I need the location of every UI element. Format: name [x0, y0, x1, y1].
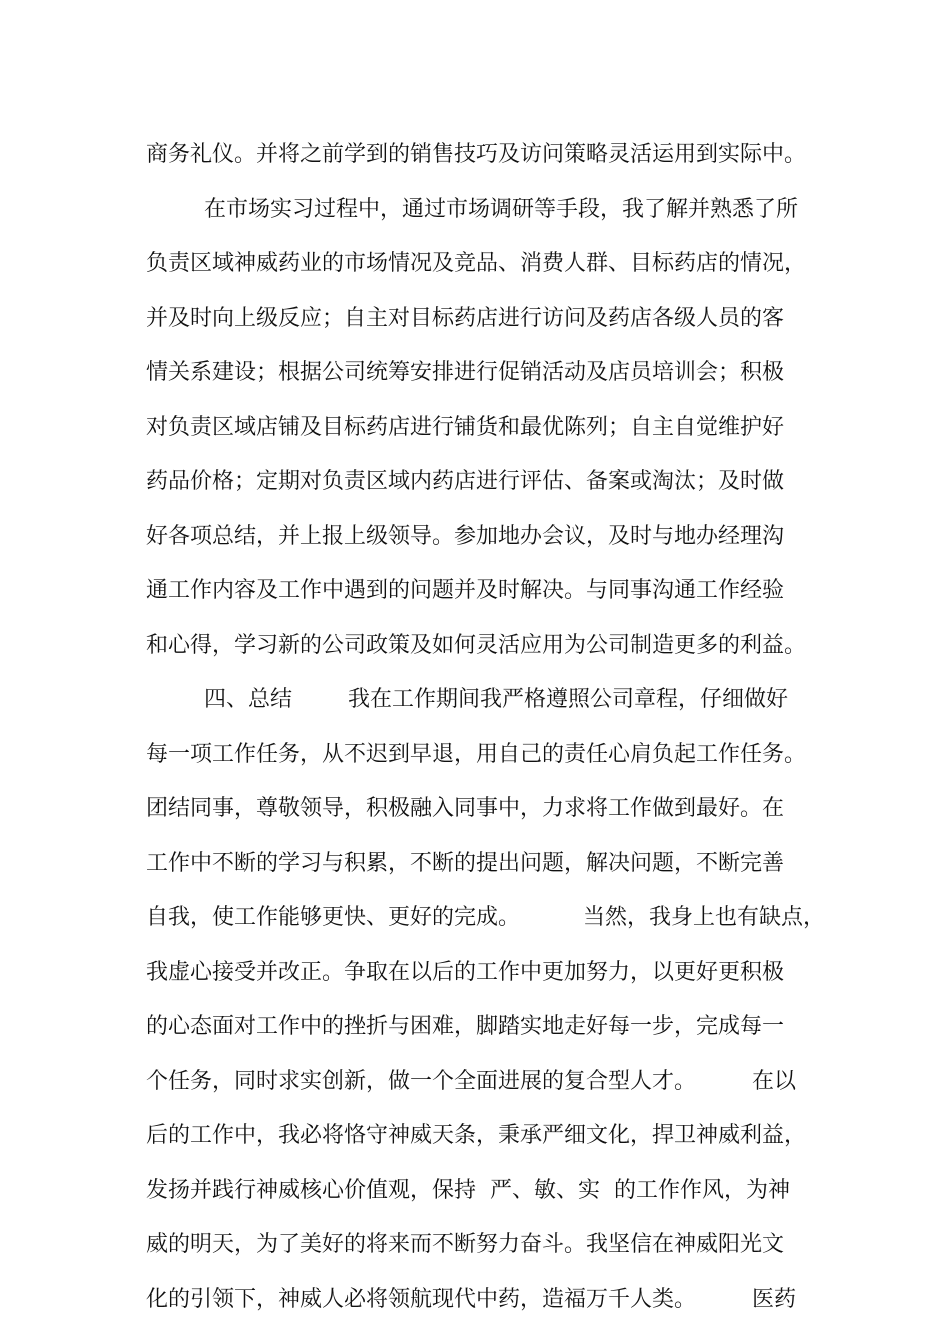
text-line: 团结同事，尊敬领导，积极融入同事中，力求将工作做到最好。在 — [146, 796, 785, 821]
text-line: 负责区域神威药业的市场情况及竞品、消费人群、目标药店的情况， — [146, 251, 807, 276]
text-line: 情关系建设；根据公司统筹安排进行促销活动及店员培训会；积极 — [146, 360, 785, 385]
text-line: 个任务，同时求实创新，做一个全面进展的复合型人才。 在以 — [146, 1068, 796, 1094]
text-line: 的心态面对工作中的挫折与困难，脚踏实地走好每一步，完成每一 — [146, 1014, 785, 1039]
text-line: 发扬并践行神威核心价值观，保持 严、敏、实 的工作作风，为神 — [146, 1177, 790, 1203]
text-line: 工作中不断的学习与积累，不断的提出问题，解决问题，不断完善 — [146, 850, 785, 876]
text-line: 我虚心接受并改正。争取在以后的工作中更加努力，以更好更积极 — [146, 959, 785, 985]
section-heading-line: 四、总结 我在工作期间我严格遵照公司章程，仔细做好 — [204, 687, 788, 712]
text-line: 后的工作中，我必将恪守神威天条，秉承严细文化，捍卫神威利益， — [146, 1123, 807, 1148]
text-line: 和心得，学习新的公司政策及如何灵活应用为公司制造更多的利益。 — [146, 632, 807, 658]
text-line: 在市场实习过程中，通过市场调研等手段，我了解并熟悉了所 — [204, 196, 799, 222]
text-line: 对负责区域店铺及目标药店进行铺货和最优陈列；自主自觉维护好 — [146, 414, 785, 440]
text-line: 商务礼仪。并将之前学到的销售技巧及访问策略灵活运用到实际中。 — [146, 142, 807, 167]
text-line: 好各项总结，并上报上级领导。参加地办会议，及时与地办经理沟 — [146, 523, 785, 549]
text-line: 自我，使工作能够更快、更好的完成。 当然，我身上也有缺点， — [146, 905, 825, 930]
text-line: 化的引领下，神威人必将领航现代中药，造福万千人类。 医药 — [146, 1286, 796, 1312]
text-line: 通工作内容及工作中遇到的问题并及时解决。与同事沟通工作经验 — [146, 578, 785, 603]
text-line: 并及时向上级反应；自主对目标药店进行访问及药店各级人员的客 — [146, 305, 785, 331]
text-line: 药品价格；定期对负责区域内药店进行评估、备案或淘汰；及时做 — [146, 469, 785, 494]
text-line: 威的明天，为了美好的将来而不断努力奋斗。我坚信在神威阳光文 — [146, 1232, 785, 1257]
document-body — [146, 128, 826, 1327]
text-line: 每一项工作任务，从不迟到早退，用自己的责任心肩负起工作任务。 — [146, 741, 807, 767]
